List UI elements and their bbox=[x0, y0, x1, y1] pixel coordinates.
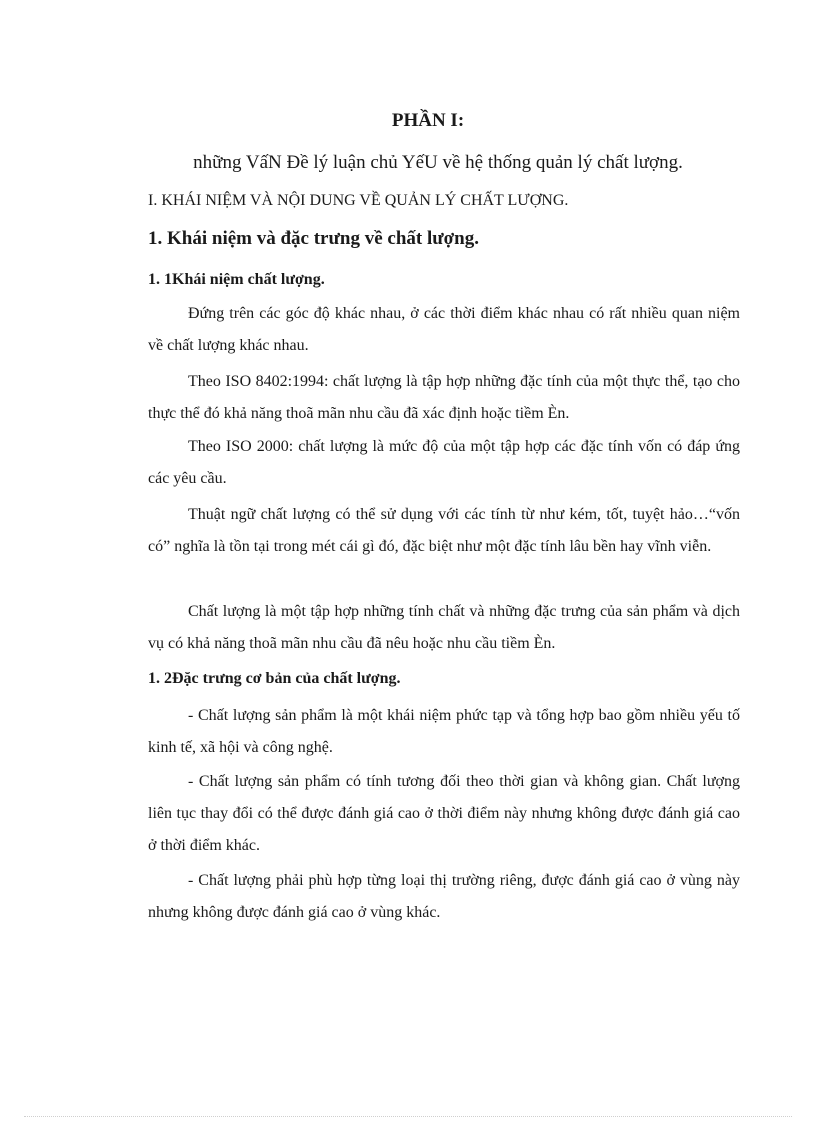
subsection-heading: 1. Khái niệm và đặc trưng về chất lượng. bbox=[148, 228, 479, 249]
paragraph: - Chất lượng phải phù hợp từng loại thị trường riêng, được đánh giá cao ở vùng này nhưng không được đánh giá cao ở vùng khác. bbox=[148, 872, 740, 921]
paragraph: Theo ISO 2000: chất lượng là mức độ của một tập hợp các đặc tính vốn có đáp ứng các yêu cầu. bbox=[148, 438, 740, 487]
paragraph: Theo ISO 8402:1994: chất lượng là tập hợp những đặc tính của một thực thể, tạo cho thực thể đó khả năng thoã mãn nhu cầu đã xác định hoặc tiềm Èn. bbox=[148, 373, 740, 422]
paragraph: - Chất lượng sản phẩm có tính tương đối theo thời gian và không gian. Chất lượng liên tục thay đổi có thể được đánh giá cao ở thời điểm này nhưng không được đánh giá cao ở thời điểm khác. bbox=[148, 773, 740, 854]
paragraph: Thuật ngữ chất lượng có thể sử dụng với các tính từ như kém, tốt, tuyệt hảo…“vốn có” nghĩa là tồn tại trong mét cái gì đó, đặc biệt như một đặc tính lâu bền hay vĩnh viễn. bbox=[148, 506, 740, 555]
heading-1-1: 1. 1Khái niệm chất lượng. bbox=[148, 271, 325, 288]
paragraph: - Chất lượng sản phẩm là một khái niệm phức tạp và tổng hợp bao gồm nhiều yếu tố kinh tế, xã hội và công nghệ. bbox=[148, 707, 740, 756]
page-bottom-divider bbox=[24, 1116, 792, 1117]
part-title: PHẦN I: bbox=[391, 110, 465, 131]
paragraph: Chất lượng là một tập hợp những tính chất và những đặc trưng của sản phẩm và dịch vụ có khả năng thoã mãn nhu cầu đã nêu hoặc nhu cầu tiềm Èn. bbox=[148, 603, 740, 652]
heading-1-2: 1. 2Đặc trưng cơ bản của chất lượng. bbox=[148, 670, 401, 687]
section-heading: I. KHÁI NIỆM VÀ NỘI DUNG VỀ QUẢN LÝ CHẤT LƯỢNG. bbox=[148, 192, 569, 209]
paragraph: Đứng trên các góc độ khác nhau, ở các thời điểm khác nhau có rất nhiều quan niệm về chất lượng khác nhau. bbox=[148, 305, 740, 354]
part-subtitle: những VấN Đề lý luận chủ YếU về hệ thống quản lý chất lượng. bbox=[193, 152, 683, 173]
